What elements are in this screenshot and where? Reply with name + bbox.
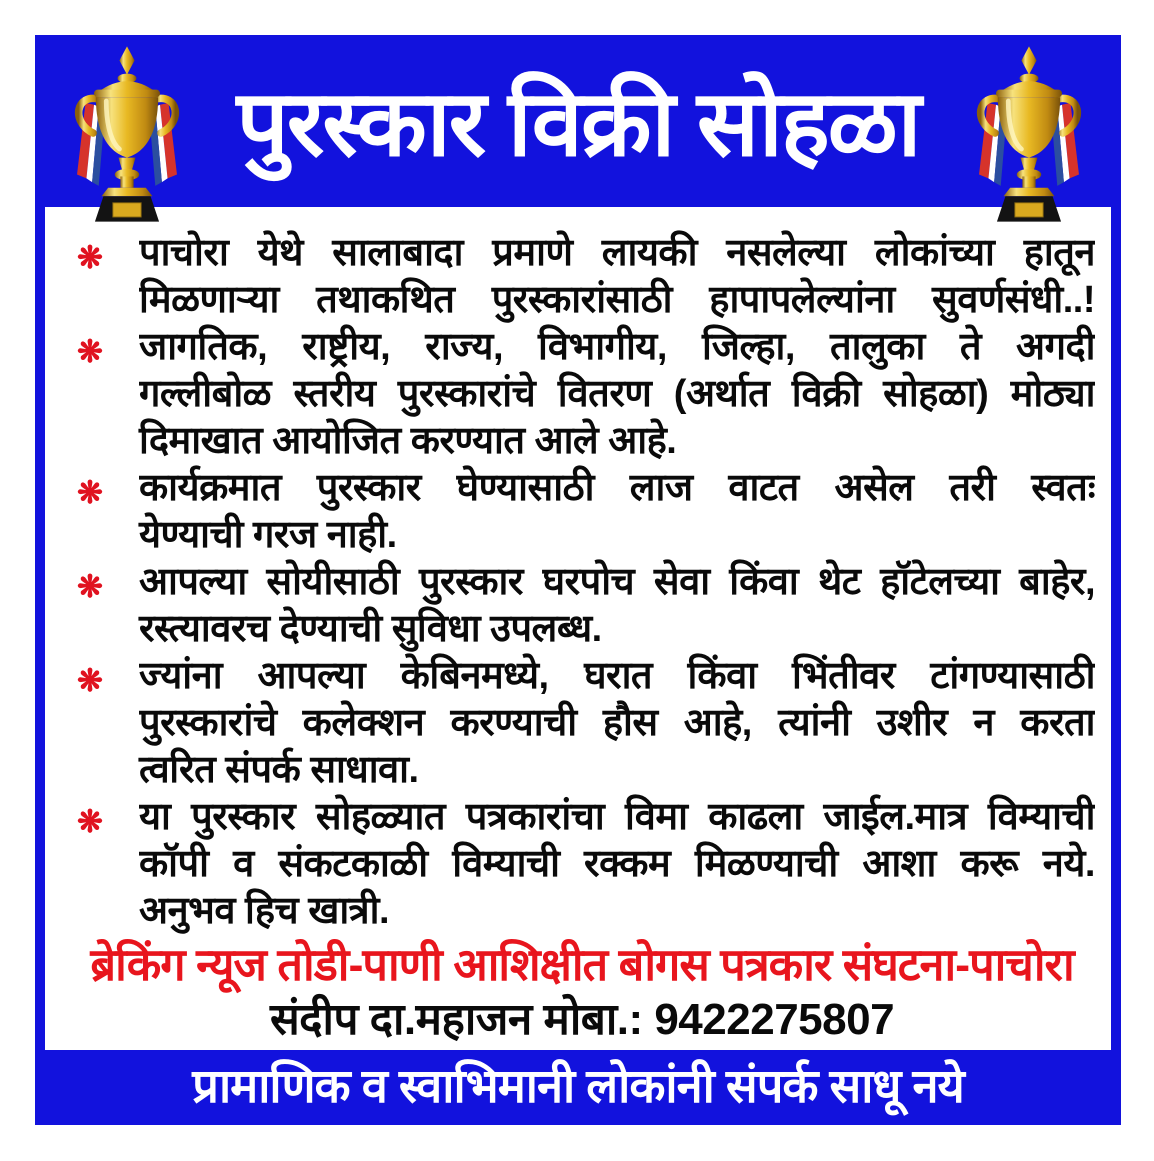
- contact-info: संदीप दा.महाजन मोबा.: 9422275807: [269, 995, 895, 1044]
- flower-bullet-icon: ❋: [77, 475, 103, 510]
- bullet-item: [69, 230, 1095, 324]
- text-line: अनुभव हिच खात्री.: [139, 890, 390, 932]
- text-line: कॉपी व संकटकाळी विम्याची रक्कम मिळण्याची आशा करू नये.: [139, 843, 1095, 885]
- flower-bullet-icon: ❋: [77, 663, 103, 698]
- bullet-text: [139, 230, 1095, 324]
- text-line: पाचोरा येथे सालाबादा प्रमाणे लायकी नसलेल्या लोकांच्या हातून: [139, 232, 1095, 274]
- flower-bullet-icon: ❋: [77, 569, 103, 604]
- flower-bullet-icon: ❋: [77, 804, 103, 839]
- text-line: या पुरस्कार सोहळ्यात पत्रकारांचा विमा काढला जाईल.मात्र विम्याची: [139, 796, 1095, 838]
- text-line: येण्याची गरज नाही.: [139, 514, 397, 556]
- bullet-item: [69, 794, 1095, 935]
- bullet-item: [69, 653, 1095, 794]
- header-band: [45, 35, 1111, 207]
- footer-text: प्रामाणिक व स्वाभिमानी लोकांनी संपर्क साधू नये: [192, 1059, 964, 1112]
- footer-band: [45, 1050, 1111, 1125]
- text-line: गल्लीबोळ स्तरीय पुरस्कारांचे वितरण (अर्थात विक्री सोहळा) मोठ्या: [139, 373, 1095, 415]
- text-line: मिळणाऱ्या तथाकथित पुरस्कारांसाठी हापापलेल्यांना सुवर्णसंधी..!: [139, 279, 1095, 321]
- text-line: कार्यक्रमात पुरस्कार घेण्यासाठी लाज वाटत असेल तरी स्वतः: [139, 467, 1095, 509]
- text-line: आपल्या सोयीसाठी पुरस्कार घरपोच सेवा किंवा थेट हॉटेलच्या बाहेर,: [139, 561, 1095, 603]
- poster-title: पुरस्कार विक्री सोहळा: [236, 73, 920, 175]
- bullet-item: [69, 324, 1095, 465]
- bullet-text: [139, 794, 1095, 935]
- text-line: रस्त्यावरच देण्याची सुविधा उपलब्ध.: [139, 608, 602, 650]
- bullet-text: [139, 465, 1095, 559]
- trophy-icon: [61, 41, 193, 227]
- poster: [35, 35, 1121, 1125]
- text-line: पुरस्कारांचे कलेक्शन करण्याची हौस आहे, त्यांनी उशीर न करता: [139, 702, 1095, 744]
- bullet-text: [139, 559, 1095, 653]
- text-line: जागतिक, राष्ट्रीय, राज्य, विभागीय, जिल्हा, तालुका ते अगदी: [139, 326, 1095, 368]
- bullet-item: [69, 559, 1095, 653]
- organization-name: ब्रेकिंग न्यूज तोडी-पाणी आशिक्षीत बोगस पत्रकार संघटना-पाचोरा: [90, 939, 1074, 990]
- text-line: दिमाखात आयोजित करण्यात आले आहे.: [139, 420, 677, 462]
- text-line: त्वरित संपर्क साधावा.: [139, 749, 419, 791]
- bullet-text: [139, 324, 1095, 465]
- bullet-item: [69, 465, 1095, 559]
- text-line: ज्यांना आपल्या केबिनमध्ये, घरात किंवा भिंतीवर टांगण्यासाठी: [139, 655, 1095, 697]
- flower-bullet-icon: ❋: [77, 240, 103, 275]
- flower-bullet-icon: ❋: [77, 334, 103, 369]
- body-area: [45, 207, 1111, 1050]
- trophy-icon: [963, 41, 1095, 227]
- bullet-text: [139, 653, 1095, 794]
